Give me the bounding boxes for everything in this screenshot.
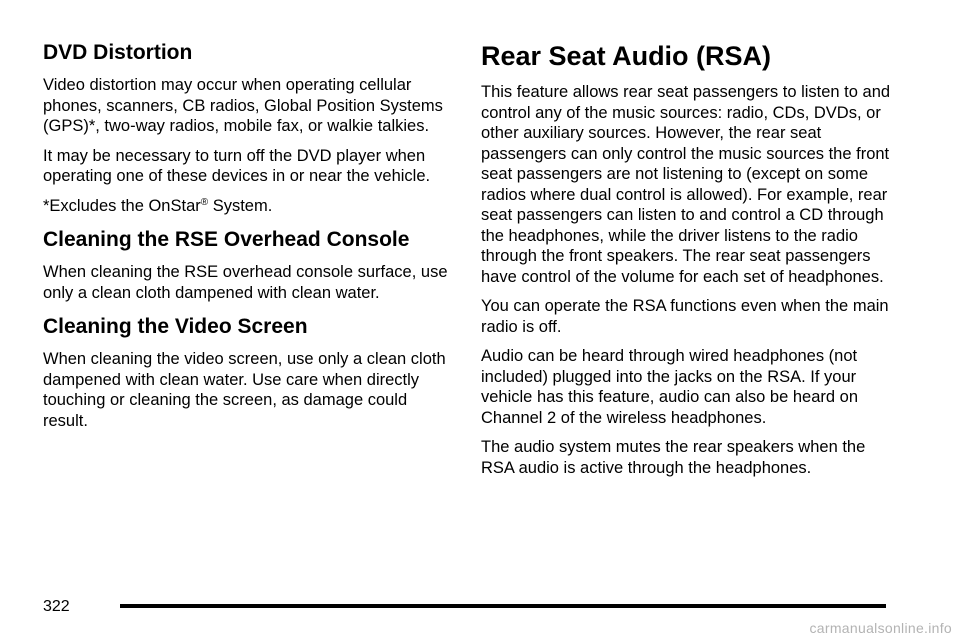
footnote-text-end: System. [208, 196, 273, 215]
cleaning-screen-paragraph: When cleaning the video screen, use only a clean cloth dampened with clean water. Use care when directly touching or cleaning the screen, as damage could result. [43, 350, 446, 430]
dvd-distortion-paragraph-2: It may be necessary to turn off the DVD player when operating one of these devices in or near the vehicle. [43, 146, 431, 185]
cleaning-screen-heading: Cleaning the Video Screen [43, 315, 308, 338]
left-column [43, 40, 455, 440]
page-number: 322 [43, 598, 70, 615]
rsa-paragraph-2: You can operate the RSA functions even when the main radio is off. [481, 297, 889, 336]
watermark: carmanualsonline.info [809, 620, 952, 636]
rsa-paragraph-1: This feature allows rear seat passengers to listen to and control any of the music sources: radio, CDs, DVDs, or other auxiliary sources. However, the rear seat passengers can only control the music sources the front seat passengers are not listening to (except on some radios where dual control is allowed). For example, rear seat passengers can listen to and control a CD through the headphones, while the driver listens to the radio through the front speakers. The rear seat passengers have control of the volume for each set of headphones. [481, 83, 891, 286]
registered-mark: ® [200, 196, 209, 208]
rsa-paragraph-3: Audio can be heard through wired headphones (not included) plugged into the jacks on the RSA. If your vehicle has this feature, audio can also be heard on Channel 2 of the wireless headphones. [481, 347, 859, 427]
footnote-text: *Excludes the OnStar [43, 196, 201, 215]
dvd-distortion-footnote [43, 196, 455, 217]
dvd-distortion-heading: DVD Distortion [43, 41, 193, 64]
cleaning-console-heading: Cleaning the RSE Overhead Console [43, 228, 410, 251]
cleaning-console-paragraph: When cleaning the RSE overhead console surface, use only a clean cloth dampened with clean water. [43, 263, 448, 302]
rsa-heading: Rear Seat Audio (RSA) [481, 41, 772, 71]
rsa-paragraph-4: The audio system mutes the rear speakers when the RSA audio is active through the headphones. [481, 438, 866, 477]
footer-rule [120, 604, 886, 608]
right-column [481, 40, 901, 487]
dvd-distortion-paragraph-1: Video distortion may occur when operating cellular phones, scanners, CB radios, Global Position Systems (GPS)*, two-way radios, mobile fax, or walkie talkies. [43, 76, 443, 135]
